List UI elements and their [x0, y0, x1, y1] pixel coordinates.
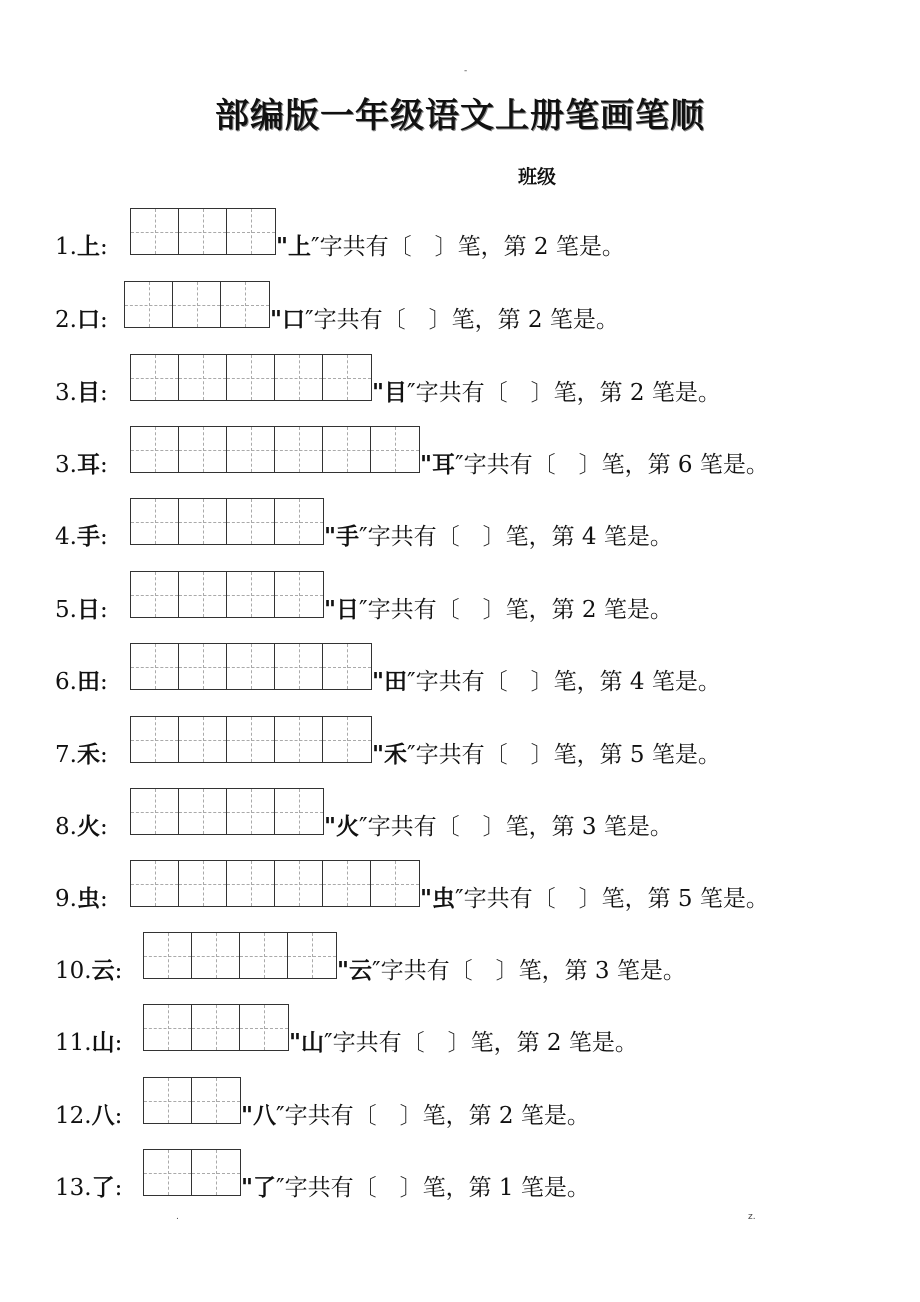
question-text	[241, 1173, 590, 1203]
grid-cell[interactable]	[227, 355, 275, 400]
question-text	[270, 305, 619, 335]
open-quote: "	[372, 380, 384, 406]
question-text	[420, 884, 769, 914]
grid-cell[interactable]	[275, 572, 323, 617]
question-end: 笔是。	[651, 380, 721, 406]
grid-cell[interactable]	[144, 933, 192, 978]
grid-cell[interactable]	[144, 1150, 192, 1195]
exercise-label	[55, 1173, 122, 1203]
grid-cell[interactable]	[192, 933, 240, 978]
open-quote: "	[324, 814, 336, 840]
exercise-row	[0, 1004, 920, 1056]
exercise-row	[0, 788, 920, 840]
class-label: 班级	[518, 166, 557, 188]
grid-cell[interactable]	[179, 427, 227, 472]
grid-cell[interactable]	[179, 717, 227, 762]
question-end: 笔是。	[520, 1103, 590, 1129]
page-title: 部编版一年级语文上册笔画笔顺	[215, 96, 705, 136]
question-character: 手	[335, 524, 359, 550]
open-quote: "	[324, 597, 336, 623]
question-end: 笔是。	[603, 814, 673, 840]
writing-grid[interactable]	[130, 426, 420, 473]
question-end: 笔是。	[616, 958, 686, 984]
question-middle: ″字共有〔 〕笔，第	[310, 234, 527, 260]
question-character: 耳	[431, 452, 455, 478]
open-quote: "	[289, 1030, 301, 1056]
grid-cell[interactable]	[371, 861, 419, 906]
grid-cell[interactable]	[179, 861, 227, 906]
exercise-number: 6.	[55, 669, 77, 695]
grid-cell[interactable]	[275, 717, 323, 762]
question-middle: ″字共有〔 〕笔，第	[323, 1030, 540, 1056]
question-text	[372, 740, 721, 770]
question-text	[324, 522, 673, 552]
exercise-row	[0, 571, 920, 623]
grid-cell[interactable]	[275, 861, 323, 906]
exercise-number: 8.	[55, 814, 77, 840]
open-quote: "	[337, 958, 349, 984]
footer-left-mark: .	[176, 1212, 179, 1222]
question-character: 了	[252, 1175, 276, 1201]
exercise-number: 10.	[55, 958, 92, 984]
grid-cell[interactable]	[179, 572, 227, 617]
question-middle: ″字共有〔 〕笔，第	[406, 380, 623, 406]
writing-grid[interactable]	[124, 281, 270, 328]
question-text	[324, 812, 673, 842]
exercise-colon: :	[99, 234, 108, 260]
question-text	[289, 1028, 638, 1058]
question-character: 口	[281, 307, 305, 333]
grid-cell[interactable]	[371, 427, 419, 472]
question-end: 笔是。	[651, 742, 721, 768]
question-end: 笔是。	[699, 886, 769, 912]
grid-cell[interactable]	[221, 282, 269, 327]
stroke-number: 2	[581, 597, 597, 623]
exercise-number: 1.	[55, 234, 77, 260]
exercise-character: 了	[91, 1175, 115, 1201]
question-end: 笔是。	[603, 524, 673, 550]
question-character: 山	[300, 1030, 324, 1056]
exercise-character: 山	[91, 1030, 115, 1056]
grid-cell[interactable]	[131, 209, 179, 254]
exercise-colon: :	[114, 1030, 123, 1056]
exercise-colon: :	[99, 380, 108, 406]
stroke-number: 3	[594, 958, 610, 984]
exercise-character: 目	[76, 380, 100, 406]
exercise-colon: :	[99, 814, 108, 840]
writing-grid[interactable]	[143, 1149, 241, 1196]
exercise-label	[55, 378, 108, 408]
footer-right-mark: z.	[748, 1212, 756, 1222]
grid-cell[interactable]	[131, 572, 179, 617]
exercise-number: 3.	[55, 452, 77, 478]
open-quote: "	[241, 1175, 253, 1201]
writing-grid[interactable]	[130, 860, 420, 907]
exercise-label	[55, 812, 108, 842]
exercise-row	[0, 716, 920, 768]
grid-cell[interactable]	[275, 355, 323, 400]
exercise-number: 13.	[55, 1175, 92, 1201]
writing-grid[interactable]	[130, 498, 324, 545]
exercise-row	[0, 354, 920, 406]
question-text	[241, 1101, 590, 1131]
grid-cell[interactable]	[323, 644, 371, 689]
question-character: 虫	[431, 886, 455, 912]
exercise-colon: :	[99, 524, 108, 550]
question-middle: ″字共有〔 〕笔，第	[275, 1175, 492, 1201]
exercise-label	[55, 667, 108, 697]
question-text	[324, 595, 673, 625]
question-text	[372, 667, 721, 697]
grid-cell[interactable]	[227, 861, 275, 906]
exercise-colon: :	[99, 669, 108, 695]
stroke-number: 2	[533, 234, 549, 260]
grid-cell[interactable]	[240, 1005, 288, 1050]
grid-cell[interactable]	[144, 1078, 192, 1123]
grid-cell[interactable]	[227, 209, 275, 254]
writing-grid[interactable]	[143, 1077, 241, 1124]
exercise-row	[0, 208, 920, 260]
question-middle: ″字共有〔 〕笔，第	[358, 597, 575, 623]
grid-cell[interactable]	[131, 427, 179, 472]
question-text	[420, 450, 769, 480]
grid-cell[interactable]	[192, 1005, 240, 1050]
question-character: 火	[335, 814, 359, 840]
exercise-label	[55, 522, 108, 552]
stroke-number: 1	[498, 1175, 514, 1201]
exercise-number: 9.	[55, 886, 77, 912]
exercise-character: 耳	[76, 452, 100, 478]
exercise-label	[55, 450, 108, 480]
exercise-label	[55, 305, 108, 335]
exercise-colon: :	[99, 742, 108, 768]
exercise-character: 上	[76, 234, 100, 260]
question-end: 笔是。	[568, 1030, 638, 1056]
exercise-number: 12.	[55, 1103, 92, 1129]
grid-cell[interactable]	[173, 282, 221, 327]
exercise-character: 八	[91, 1103, 115, 1129]
exercise-colon: :	[114, 958, 123, 984]
stroke-number: 2	[527, 307, 543, 333]
grid-cell[interactable]	[192, 1150, 240, 1195]
exercise-label	[55, 740, 108, 770]
writing-grid[interactable]	[130, 208, 276, 255]
exercise-character: 虫	[76, 886, 100, 912]
writing-grid[interactable]	[130, 643, 372, 690]
exercise-number: 5.	[55, 597, 77, 623]
grid-cell[interactable]	[179, 499, 227, 544]
question-middle: ″字共有〔 〕笔，第	[358, 524, 575, 550]
stroke-number: 2	[629, 380, 645, 406]
exercise-number: 2.	[55, 307, 77, 333]
question-end: 笔是。	[520, 1175, 590, 1201]
open-quote: "	[241, 1103, 253, 1129]
open-quote: "	[276, 234, 288, 260]
open-quote: "	[372, 669, 384, 695]
open-quote: "	[420, 452, 432, 478]
grid-cell[interactable]	[323, 355, 371, 400]
exercise-row	[0, 643, 920, 695]
question-end: 笔是。	[651, 669, 721, 695]
grid-cell[interactable]	[131, 499, 179, 544]
stroke-number: 4	[629, 669, 645, 695]
question-character: 上	[287, 234, 311, 260]
question-middle: ″字共有〔 〕笔，第	[406, 669, 623, 695]
stroke-number: 2	[498, 1103, 514, 1129]
question-middle: ″字共有〔 〕笔，第	[275, 1103, 492, 1129]
grid-cell[interactable]	[275, 499, 323, 544]
grid-cell[interactable]	[131, 355, 179, 400]
exercise-character: 禾	[76, 742, 100, 768]
question-end: 笔是。	[603, 597, 673, 623]
grid-cell[interactable]	[227, 499, 275, 544]
exercise-row	[0, 932, 920, 984]
grid-cell[interactable]	[288, 933, 336, 978]
grid-cell[interactable]	[275, 789, 323, 834]
exercise-colon: :	[99, 452, 108, 478]
stroke-number: 4	[581, 524, 597, 550]
grid-cell[interactable]	[275, 644, 323, 689]
exercise-label	[55, 595, 108, 625]
question-character: 田	[383, 669, 407, 695]
grid-cell[interactable]	[179, 789, 227, 834]
grid-cell[interactable]	[131, 717, 179, 762]
grid-cell[interactable]	[179, 355, 227, 400]
header-mark: -	[464, 66, 468, 76]
open-quote: "	[420, 886, 432, 912]
exercise-character: 火	[76, 814, 100, 840]
exercise-character: 云	[91, 958, 115, 984]
exercise-row	[0, 281, 920, 333]
exercise-label	[55, 232, 108, 262]
question-text	[337, 956, 686, 986]
exercise-colon: :	[114, 1103, 123, 1129]
exercise-label	[55, 1028, 122, 1058]
question-character: 禾	[383, 742, 407, 768]
open-quote: "	[324, 524, 336, 550]
writing-grid[interactable]	[143, 932, 337, 979]
exercise-colon: :	[99, 886, 108, 912]
grid-cell[interactable]	[144, 1005, 192, 1050]
question-character: 云	[348, 958, 372, 984]
question-middle: ″字共有〔 〕笔，第	[358, 814, 575, 840]
exercise-character: 口	[76, 307, 100, 333]
exercise-label	[55, 1101, 122, 1131]
exercise-number: 3.	[55, 380, 77, 406]
grid-cell[interactable]	[240, 933, 288, 978]
question-middle: ″字共有〔 〕笔，第	[454, 886, 671, 912]
grid-cell[interactable]	[227, 644, 275, 689]
exercise-character: 日	[76, 597, 100, 623]
grid-cell[interactable]	[323, 717, 371, 762]
grid-cell[interactable]	[125, 282, 173, 327]
question-end: 笔是。	[699, 452, 769, 478]
stroke-number: 3	[581, 814, 597, 840]
grid-cell[interactable]	[227, 572, 275, 617]
grid-cell[interactable]	[131, 644, 179, 689]
open-quote: "	[270, 307, 282, 333]
writing-grid[interactable]	[130, 571, 324, 618]
grid-cell[interactable]	[275, 427, 323, 472]
exercise-character: 田	[76, 669, 100, 695]
exercise-colon: :	[99, 597, 108, 623]
exercise-number: 4.	[55, 524, 77, 550]
grid-cell[interactable]	[179, 644, 227, 689]
exercise-character: 手	[76, 524, 100, 550]
writing-grid[interactable]	[130, 354, 372, 401]
stroke-number: 6	[677, 452, 693, 478]
exercise-colon: :	[99, 307, 108, 333]
writing-grid[interactable]	[143, 1004, 289, 1051]
grid-cell[interactable]	[227, 717, 275, 762]
question-character: 八	[252, 1103, 276, 1129]
exercise-label	[55, 956, 122, 986]
exercise-row	[0, 860, 920, 912]
question-text	[372, 378, 721, 408]
grid-cell[interactable]	[227, 427, 275, 472]
exercise-number: 11.	[55, 1030, 92, 1056]
question-middle: ″字共有〔 〕笔，第	[371, 958, 588, 984]
exercise-label	[55, 884, 108, 914]
grid-cell[interactable]	[227, 789, 275, 834]
grid-cell[interactable]	[192, 1078, 240, 1123]
question-end: 笔是。	[555, 234, 625, 260]
exercise-row	[0, 1077, 920, 1129]
question-middle: ″字共有〔 〕笔，第	[304, 307, 521, 333]
question-character: 日	[335, 597, 359, 623]
open-quote: "	[372, 742, 384, 768]
grid-cell[interactable]	[131, 861, 179, 906]
exercise-row	[0, 426, 920, 478]
grid-cell[interactable]	[323, 861, 371, 906]
exercise-number: 7.	[55, 742, 77, 768]
stroke-number: 5	[629, 742, 645, 768]
stroke-number: 5	[677, 886, 693, 912]
grid-cell[interactable]	[131, 789, 179, 834]
grid-cell[interactable]	[179, 209, 227, 254]
question-end: 笔是。	[549, 307, 619, 333]
grid-cell[interactable]	[323, 427, 371, 472]
exercise-row	[0, 498, 920, 550]
writing-grid[interactable]	[130, 788, 324, 835]
question-middle: ″字共有〔 〕笔，第	[406, 742, 623, 768]
question-character: 目	[383, 380, 407, 406]
exercise-colon: :	[114, 1175, 123, 1201]
stroke-number: 2	[546, 1030, 562, 1056]
question-middle: ″字共有〔 〕笔，第	[454, 452, 671, 478]
writing-grid[interactable]	[130, 716, 372, 763]
exercise-row	[0, 1149, 920, 1201]
question-text	[276, 232, 625, 262]
